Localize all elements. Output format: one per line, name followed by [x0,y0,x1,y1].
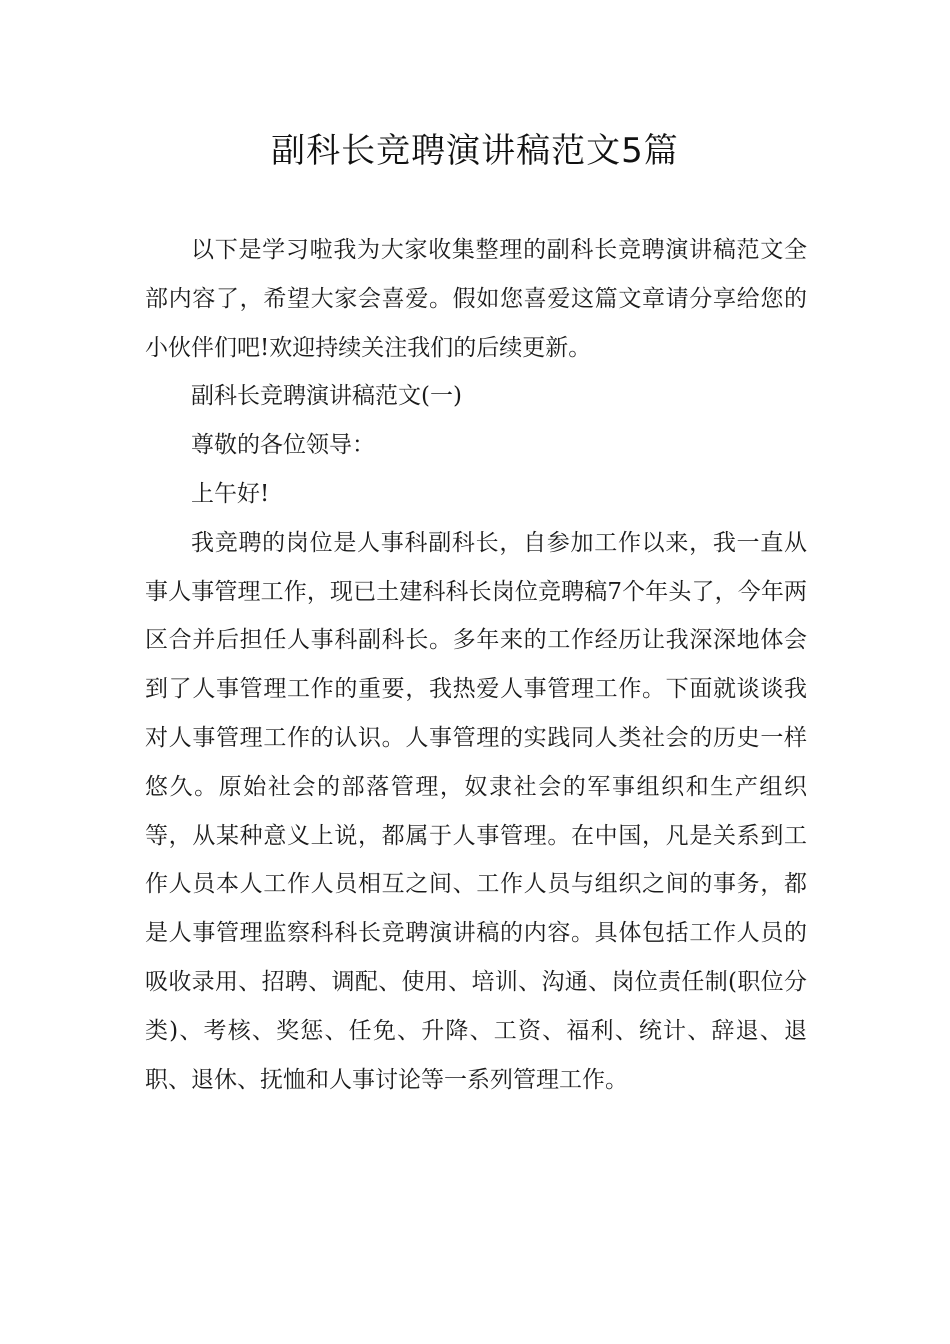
body-paragraph: 我竞聘的岗位是人事科副科长，自参加工作以来，我一直从事人事管理工作，现已土建科科长岗位竞聘稿7个年头了，今年两区合并后担任人事科副科长。多年来的工作经历让我深深地体会到了人事管理工作的重要，我热爱人事管理工作。下面就谈谈我对人事管理工作的认识。人事管理的实践同人类社会的历史一样悠久。原始社会的部落管理，奴隶社会的军事组织和生产组织等，从某种意义上说，都属于人事管理。在中国，凡是关系到工作人员本人工作人员相互之间、工作人员与组织之间的事务，都是人事管理监察科科长竞聘演讲稿的内容。具体包括工作人员的吸收录用、招聘、调配、使用、培训、沟通、岗位责任制(职位分类)、考核、奖惩、任免、升降、工资、福利、统计、辞退、退职、退休、抚恤和人事讨论等一系列管理工作。 [145,529,807,1093]
section-heading: 副科长竞聘演讲稿范文(一) [191,383,462,410]
document-title: 副科长竞聘演讲稿范文5篇 [271,131,679,171]
greeting: 上午好! [191,480,270,507]
salutation: 尊敬的各位领导： [191,432,375,459]
intro-paragraph: 以下是学习啦我为大家收集整理的副科长竞聘演讲稿范文全部内容了，希望大家会喜爱。假如您喜爱这篇文章请分享给您的小伙伴们吧!欢迎持续关注我们的后续更新。 [145,237,807,361]
document-body [145,226,807,1104]
